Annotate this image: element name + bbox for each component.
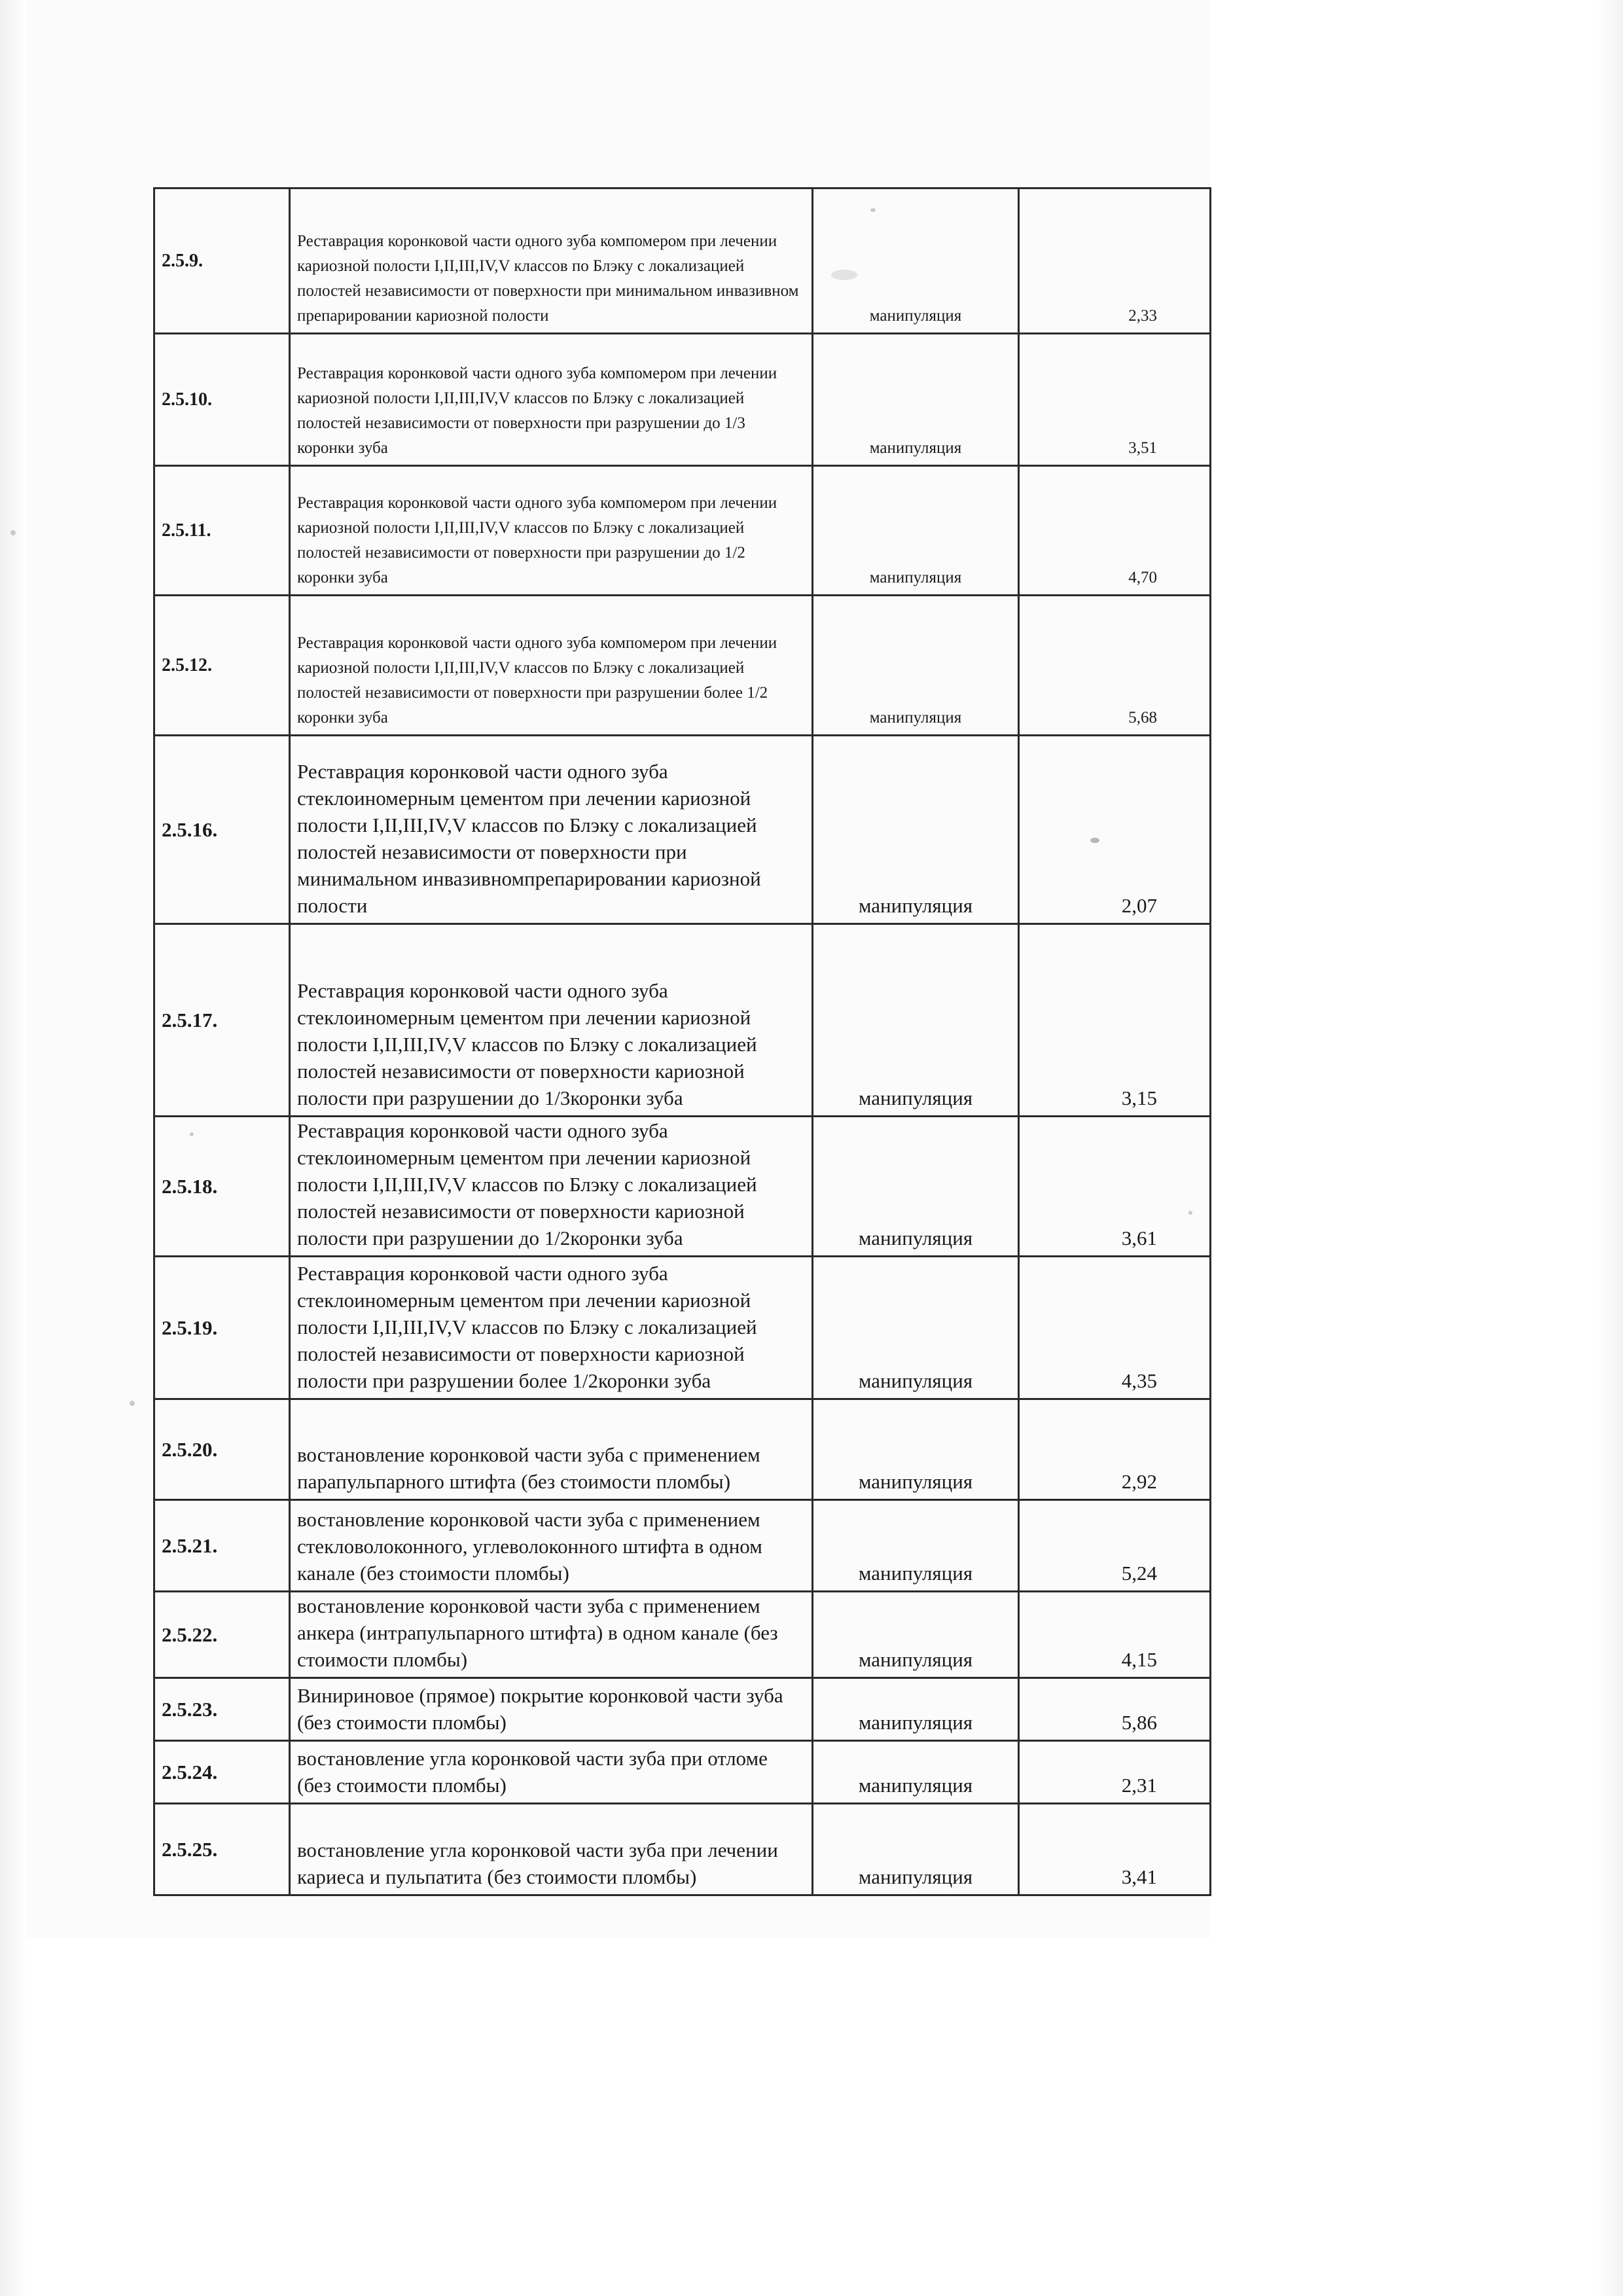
service-code: 2.5.20. <box>154 1399 290 1500</box>
service-price: 3,15 <box>1019 924 1211 1117</box>
service-unit: манипуляция <box>813 1741 1019 1804</box>
table-row <box>154 1399 1211 1500</box>
service-name: Реставрация коронковой части одного зуба компомером при лечении кариозной полости I,II,III,IV,V классов по Блэку с локализацией полостей независимости от поверхности при минимальном инвазивном препарировании кариозной полости <box>290 188 813 334</box>
service-price: 5,68 <box>1019 596 1211 736</box>
service-name: Реставрация коронковой части одного зуба компомером при лечении кариозной полости I,II,III,IV,V классов по Блэку с локализацией полостей независимости от поверхности при разрушении до 1/2 коронки зуба <box>290 466 813 596</box>
service-unit: манипуляция <box>813 924 1019 1117</box>
service-code: 2.5.19. <box>154 1257 290 1399</box>
table-row <box>154 736 1211 924</box>
service-code: 2.5.16. <box>154 736 290 924</box>
service-unit: манипуляция <box>813 1804 1019 1895</box>
service-unit: манипуляция <box>813 466 1019 596</box>
service-price: 2,31 <box>1019 1741 1211 1804</box>
service-code: 2.5.23. <box>154 1678 290 1741</box>
service-price: 3,51 <box>1019 334 1211 466</box>
table-row <box>154 1117 1211 1257</box>
scan-speck <box>1188 1211 1192 1215</box>
service-name: Реставрация коронковой части одного зуба компомером при лечении кариозной полости I,II,III,IV,V классов по Блэку с локализацией полостей независимости от поверхности при разрушении до 1/3 коронки зуба <box>290 334 813 466</box>
scan-speck <box>130 1401 135 1406</box>
service-unit: манипуляция <box>813 334 1019 466</box>
scan-speck <box>190 1132 194 1136</box>
scan-left-edge <box>0 0 26 2296</box>
table-row <box>154 1804 1211 1895</box>
table-row <box>154 1741 1211 1804</box>
service-price: 2,33 <box>1019 188 1211 334</box>
service-unit: манипуляция <box>813 1678 1019 1741</box>
service-name: востановление коронковой части зуба с применением парапульпарного штифта (без стоимости пломбы) <box>290 1399 813 1500</box>
service-unit: манипуляция <box>813 1399 1019 1500</box>
service-code: 2.5.22. <box>154 1592 290 1678</box>
service-name: Винириновое (прямое) покрытие коронковой части зуба (без стоимости пломбы) <box>290 1678 813 1741</box>
service-code: 2.5.11. <box>154 466 290 596</box>
table-row <box>154 596 1211 736</box>
service-price: 3,41 <box>1019 1804 1211 1895</box>
service-name: Реставрация коронковой части одного зуба стеклоиномерным цементом при лечении кариозной полости I,II,III,IV,V классов по Блэку с локализацией полостей независимости от поверхности кариозной полости при разрушении более 1/2коронки зуба <box>290 1257 813 1399</box>
service-unit: манипуляция <box>813 736 1019 924</box>
service-name: Реставрация коронковой части одного зуба стеклоиномерным цементом при лечении кариозной полости I,II,III,IV,V классов по Блэку с локализацией полостей независимости от поверхности кариозной полости при разрушении до 1/3коронки зуба <box>290 924 813 1117</box>
service-name: Реставрация коронковой части одного зуба стеклоиномерным цементом при лечении кариозной полости I,II,III,IV,V классов по Блэку с локализацией полостей независимости от поверхности при минимальном инвазивномпрепарировании кариозной полости <box>290 736 813 924</box>
scan-right-edge <box>1597 0 1623 2296</box>
service-code: 2.5.21. <box>154 1500 290 1592</box>
table-row <box>154 1500 1211 1592</box>
service-name: востановление коронковой части зуба с применением стекловолоконного, углеволоконного штифта в одном канале (без стоимости пломбы) <box>290 1500 813 1592</box>
service-price: 2,92 <box>1019 1399 1211 1500</box>
table-row <box>154 334 1211 466</box>
service-unit: манипуляция <box>813 188 1019 334</box>
service-price: 4,35 <box>1019 1257 1211 1399</box>
service-unit: манипуляция <box>813 1500 1019 1592</box>
service-name: Реставрация коронковой части одного зуба компомером при лечении кариозной полости I,II,III,IV,V классов по Блэку с локализацией полостей независимости от поверхности при разрушении более 1/2 коронки зуба <box>290 596 813 736</box>
service-price: 5,24 <box>1019 1500 1211 1592</box>
service-name: востановление угла коронковой части зуба при отломе (без стоимости пломбы) <box>290 1741 813 1804</box>
price-list-table <box>153 187 1211 1896</box>
service-code: 2.5.10. <box>154 334 290 466</box>
service-price: 3,61 <box>1019 1117 1211 1257</box>
service-name: востановление угла коронковой части зуба при лечении кариеса и пульпатита (без стоимости пломбы) <box>290 1804 813 1895</box>
scan-speck <box>870 208 876 212</box>
service-price: 2,07 <box>1019 736 1211 924</box>
table-row <box>154 1678 1211 1741</box>
service-price: 5,86 <box>1019 1678 1211 1741</box>
service-code: 2.5.17. <box>154 924 290 1117</box>
service-unit: манипуляция <box>813 596 1019 736</box>
service-unit: манипуляция <box>813 1592 1019 1678</box>
table-row <box>154 1592 1211 1678</box>
service-code: 2.5.25. <box>154 1804 290 1895</box>
service-name: востановление коронковой части зуба с применением анкера (интрапульпарного штифта) в одном канале (без стоимости пломбы) <box>290 1592 813 1678</box>
scan-speck <box>1090 838 1099 843</box>
service-price: 4,15 <box>1019 1592 1211 1678</box>
service-unit: манипуляция <box>813 1117 1019 1257</box>
scan-speck <box>10 530 16 535</box>
table-row <box>154 466 1211 596</box>
service-price: 4,70 <box>1019 466 1211 596</box>
service-code: 2.5.12. <box>154 596 290 736</box>
table-row <box>154 188 1211 334</box>
service-code: 2.5.24. <box>154 1741 290 1804</box>
scan-speck <box>831 270 857 280</box>
service-name: Реставрация коронковой части одного зуба стеклоиномерным цементом при лечении кариозной полости I,II,III,IV,V классов по Блэку с локализацией полостей независимости от поверхности кариозной полости при разрушении до 1/2коронки зуба <box>290 1117 813 1257</box>
service-unit: манипуляция <box>813 1257 1019 1399</box>
table-row <box>154 924 1211 1117</box>
service-code: 2.5.18. <box>154 1117 290 1257</box>
table-row <box>154 1257 1211 1399</box>
service-code: 2.5.9. <box>154 188 290 334</box>
